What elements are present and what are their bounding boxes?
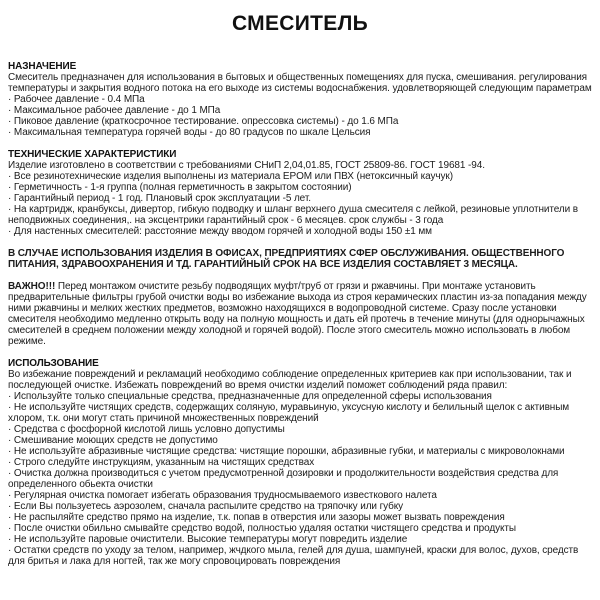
- bullet-item: [8, 534, 592, 545]
- section-heading: [8, 358, 592, 369]
- bullet-marker: ·: [8, 193, 14, 204]
- block-text: Строго следуйте инструкциям, указанным на чистящих средствах: [13, 457, 315, 468]
- block-text: Максимальная температура горячей воды - до 80 градусов по шкале Цельсия: [13, 127, 371, 138]
- block-text: На картридж, кранбуксы, дивертор, гибкую подводку и шланг верхнего душа смесителя с лейкой, резиновые уплотнители в неподвижных соединения,. на эксцентрики гарантийный срок - 6 месяцев. срок службы - 3 года: [8, 204, 578, 226]
- block-text: Используйте только специальные средства, предназначенные для определенной сферы использования: [13, 391, 492, 402]
- block-text: Изделие изготовлено в соответствии с требованиями СНиП 2,04,01.85, ГОСТ 25809-86. ГОСТ 19681 -94.: [8, 160, 485, 171]
- bullet-item: [8, 523, 592, 534]
- block-text: Не используйте абразивные чистящие средства: чистящие порошки, абразивные губки, и материалы с микроволокнами: [13, 446, 565, 457]
- bullet-marker: ·: [8, 534, 14, 545]
- block-text: Средства с фосфорной кислотой лишь условно допустимы: [13, 424, 285, 435]
- bullet-marker: ·: [8, 446, 14, 457]
- block-text: ИСПОЛЬЗОВАНИЕ: [8, 358, 99, 369]
- bullet-marker: ·: [8, 105, 14, 116]
- paragraph: [8, 369, 592, 391]
- section-heading: [8, 149, 592, 160]
- bullet-item: [8, 182, 592, 193]
- block-text: Во избежание повреждений и рекламаций необходимо соблюдение определенных критериев как при использовании, так и последующей очистке. Избежать повреждений во время очистки изделий поможет соблюдений ряда правил:: [8, 369, 572, 391]
- block-text: Если Вы пользуетесь аэрозолем, сначала распылите средство на тряпочку или губку: [13, 501, 404, 512]
- bullet-item: [8, 226, 592, 237]
- block-text: В СЛУЧАЕ ИСПОЛЬЗОВАНИЯ ИЗДЕЛИЯ В ОФИСАХ, ПРЕДПРИЯТИЯХ СФЕР ОБСЛУЖИВАНИЯ. ОБЩЕСТВЕННОГО ПИТАНИЯ, ЗДРАВООХРАНЕНИЯ И ТД. ГАРАНТИЙНЫЙ СРОК НА ВСЕ ИЗДЕЛИЯ СОСТАВЛЯЕТ 3 МЕСЯЦА.: [8, 248, 565, 270]
- block-text: Смешивание моющих средств не допустимо: [13, 435, 218, 446]
- block-text: Пиковое давление (краткосрочное тестирование. опрессовка системы) - до 1.6 МПа: [13, 116, 399, 127]
- bullet-marker: ·: [8, 94, 14, 105]
- block-text: Очистка должна производиться с учетом предусмотренной дозировки и продолжительности воздействия средства для определенного обьекта очистки: [8, 468, 559, 490]
- bullet-marker: ·: [8, 424, 14, 435]
- bullet-item: [8, 490, 592, 501]
- bullet-marker: ·: [8, 468, 14, 479]
- bullet-marker: ·: [8, 182, 14, 193]
- bullet-item: [8, 193, 592, 204]
- section-spacer: [8, 347, 592, 358]
- block-text: Гарантийный период - 1 год. Плановый срок эксплуатации -5 лет.: [13, 193, 311, 204]
- block-text: Максимальное рабочее давление - до 1 МПа: [13, 105, 221, 116]
- paragraph: [8, 281, 592, 347]
- bullet-marker: ·: [8, 490, 14, 501]
- paragraph: [8, 248, 592, 270]
- bullet-marker: ·: [8, 116, 14, 127]
- bullet-item: [8, 468, 592, 490]
- block-text: Перед монтажом очистите резьбу подводящих муфт/труб от грязи и ржавчины. При монтаже установить предварительные фильтры грубой очистки воды во избежание выхода из строя керамических пластин из-за попадания между ними ржавчины и мелких жестких предметов, возможно находящихся в водопроводной системе. Сразу после установки смесителя необходимо медленно открыть воду на полную мощность и дать ей протечь в течение минуты (для однорычажных смесителей в среднем положении между холодной и горячей водой). После этого смеситель можно использовать в любом режиме.: [8, 281, 587, 347]
- section-spacer: [8, 138, 592, 149]
- block-text: Не используйте чистящих средств, содержащих соляную, муравьиную, уксусную кислоту и белильный щелок с активным хлором, т.к. они могут стать причиной множественных повреждений: [8, 402, 570, 424]
- block-text: Регулярная очистка помогает избегать образования трудносмываемого известкового налета: [13, 490, 437, 501]
- bullet-marker: ·: [8, 127, 14, 138]
- bullet-item: [8, 391, 592, 402]
- bullet-item: [8, 402, 592, 424]
- bullet-item: [8, 204, 592, 226]
- block-text: Остатки средств по уходу за телом, например, жчдкого мыла, гелей для душа, шампуней, краски для волос, духов, средств для бритья и лака для ногтей, так же могу спровоцировать повреждения: [8, 545, 579, 567]
- block-text: Все резинотехнические изделия выполнены из материала EPOM или ПВХ (нетоксичный каучук): [13, 171, 453, 182]
- bullet-item: [8, 501, 592, 512]
- bullet-marker: ·: [8, 171, 14, 182]
- bullet-marker: ·: [8, 457, 14, 468]
- paragraph: [8, 160, 592, 171]
- block-text: После очистки обильно смывайте средство водой, полностью удаляя остатки чистящего средства и продукты: [13, 523, 516, 534]
- bullet-item: [8, 545, 592, 567]
- bullet-item: [8, 105, 592, 116]
- important-lead: ВАЖНО!!!: [8, 281, 56, 292]
- block-text: Не распыляйте средство прямо на изделие, т.к. попав в отверстия или зазоры может вызвать повреждения: [13, 512, 505, 523]
- document-content: [8, 61, 592, 567]
- bullet-item: [8, 457, 592, 468]
- block-text: НАЗНАЧЕНИЕ: [8, 61, 77, 72]
- block-text: Не используйте паровые очистители. Высокие температуры могут повредить изделие: [13, 534, 408, 545]
- bullet-item: [8, 512, 592, 523]
- bullet-marker: ·: [8, 226, 14, 237]
- bullet-item: [8, 435, 592, 446]
- section-spacer: [8, 270, 592, 281]
- bullet-item: [8, 171, 592, 182]
- bullet-item: [8, 127, 592, 138]
- bullet-marker: ·: [8, 391, 14, 402]
- bullet-item: [8, 424, 592, 435]
- section-heading: [8, 61, 592, 72]
- block-text: Рабочее давление - 0.4 МПа: [13, 94, 145, 105]
- bullet-marker: ·: [8, 512, 14, 523]
- bullet-item: [8, 94, 592, 105]
- document-title: СМЕСИТЕЛЬ: [231, 12, 368, 35]
- bullet-marker: ·: [8, 402, 14, 413]
- section-spacer: [8, 237, 592, 248]
- bullet-item: [8, 116, 592, 127]
- block-text: Смеситель предназначен для использования в бытовых и общественных помещениях для пуска, смешивания. регулирования температуры и закрытия водного потока на его выходе из системы водоснабжения. удовлетворяющей следующим параметрам: [8, 72, 592, 94]
- bullet-marker: ·: [8, 204, 14, 215]
- block-text: ТЕХНИЧЕСКИЕ ХАРАКТЕРИСТИКИ: [8, 149, 177, 160]
- bullet-item: [8, 446, 592, 457]
- bullet-marker: ·: [8, 501, 14, 512]
- paragraph: [8, 72, 592, 94]
- bullet-marker: ·: [8, 545, 14, 556]
- bullet-marker: ·: [8, 435, 14, 446]
- block-text: Герметичность - 1-я группа (полная герметичность в закрытом состоянии): [13, 182, 352, 193]
- block-text: Для настенных смесителей: расстояние между вводом горячей и холодной воды 150 ±1 мм: [13, 226, 432, 237]
- bullet-marker: ·: [8, 523, 14, 534]
